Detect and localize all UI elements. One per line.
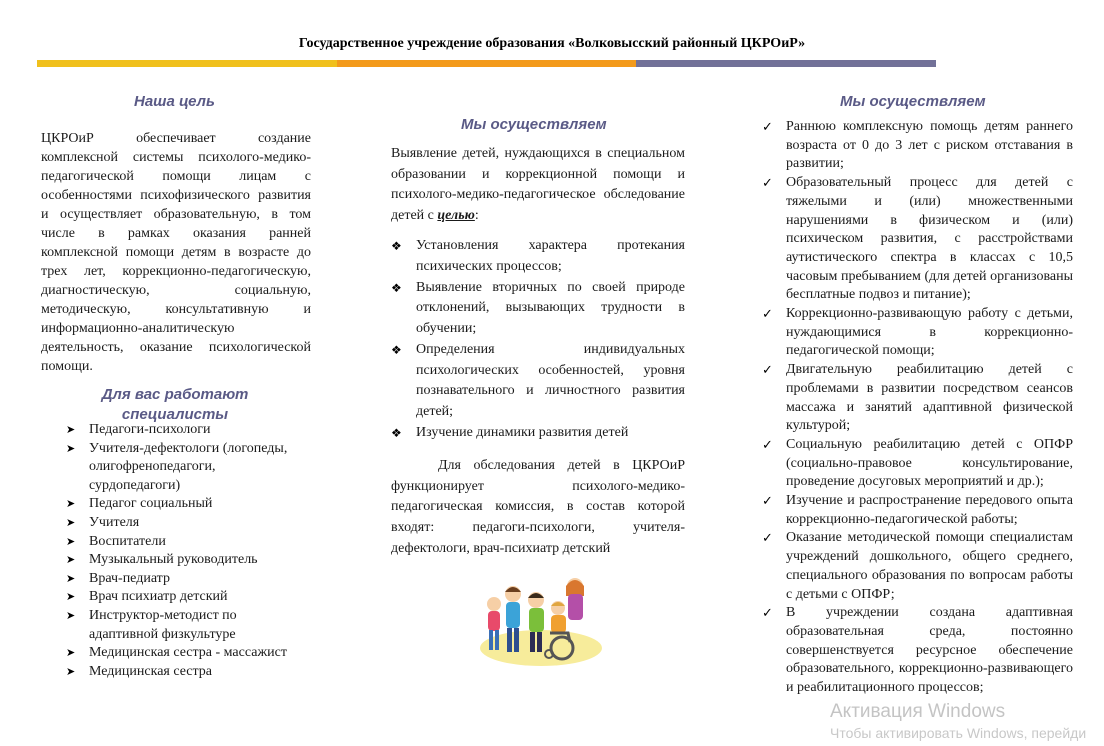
header-bar-purple <box>636 60 936 67</box>
goal-item: ❖ Определения индивидуальных психологических особенностей, уровня познавательного и личностного развития детей; <box>391 340 685 422</box>
activity-item: ✓ Раннюю комплексную помощь детям раннего возраста от 0 до 3 лет с риском отставания в развитии; <box>760 118 1073 174</box>
staff-item: ➤ Инструктор-методист по адаптивной физкультуре <box>66 607 302 644</box>
staff-item: ➤ Медицинская сестра <box>66 663 302 682</box>
windows-activation-hint: Чтобы активировать Windows, перейди <box>830 725 1087 741</box>
header-bar-yellow <box>37 60 337 67</box>
windows-activation-title: Активация Windows <box>830 701 1006 722</box>
page-title: Государственное учреждение образования «Волковысский районный ЦКРОиР» <box>298 36 806 51</box>
header-bar-orange <box>337 60 636 67</box>
intro-text: Выявление детей, нуждающихся в специальном образовании и коррекционной помощи и психолого-медико-педагогическое обследование детей с <box>391 146 685 223</box>
children-illustration <box>478 576 604 668</box>
activity-heading-center: Мы осуществляем <box>461 116 607 133</box>
staff-item: ➤ Врач-педиатр <box>66 570 302 589</box>
examination-intro <box>391 144 685 226</box>
staff-item: ➤ Музыкальный руководитель <box>66 551 302 570</box>
goal-item: ❖ Выявление вторичных по своей природе отклонений, вызывающих трудности в обучении; <box>391 278 685 340</box>
activity-list <box>760 118 1073 698</box>
staff-item: ➤ Учителя-дефектологи (логопеды, олигофренопедагоги, сурдопедагоги) <box>66 440 302 496</box>
commission-paragraph: Для обследования детей в ЦКРОиР функционирует психолого-медико-педагогическая комиссия, в состав которой входят: педагоги-психологи, учителя-дефектологи, врач-психиатр детский <box>391 458 685 556</box>
staff-item: ➤ Учителя <box>66 514 302 533</box>
staff-item: ➤ Воспитатели <box>66 533 302 552</box>
staff-item: ➤ Педагог социальный <box>66 495 302 514</box>
activity-item: ✓ Социальную реабилитацию детей с ОПФР (социально-правовое консультирование, проведение досуговых мероприятий и др.); <box>760 436 1073 492</box>
activity-item: ✓ Образовательный процесс для детей с тяжелыми и (или) множественными нарушениями в физическом и (или) психическом развития, с расстройствами аутистического спектра в классах с 10,5 часовым пребыванием (для детей организованы бесплатные подвоз и питание); <box>760 174 1073 305</box>
activity-item: ✓ Оказание методической помощи специалистам учреждений дошкольного, общего среднего, специального образования по вопросам работы с детьми с ОПФР; <box>760 529 1073 604</box>
staff-heading: Для вас работают специалисты <box>101 386 249 423</box>
goal-list <box>391 236 685 444</box>
activity-heading-right: Мы осуществляем <box>840 93 986 110</box>
staff-item: ➤ Медицинская сестра - массажист <box>66 644 302 663</box>
staff-list <box>66 421 302 681</box>
activity-item: ✓ Двигательную реабилитацию детей с проблемами в развитии посредством сеансов массажа и занятий адаптивной физической культурой; <box>760 361 1073 436</box>
staff-item: ➤ Врач психиатр детский <box>66 588 302 607</box>
activity-item: ✓ В учреждении создана адаптивная образовательная среда, постоянно совершенствуется ресурсное обеспечение образовательного, коррекционно-развивающего и реабилитационного процессов; <box>760 604 1073 698</box>
activity-item: ✓ Изучение и распространение передового опыта коррекционно-педагогической работы; <box>760 492 1073 529</box>
goal-item: ❖ Изучение динамики развития детей <box>391 423 685 444</box>
intro-emphasis: целью <box>437 207 475 223</box>
intro-end: : <box>474 207 479 223</box>
goal-paragraph: ЦКРОиР обеспечивает создание комплексной системы психолого-медико-педагогической помощи лицам с особенностями психофизического развития и осуществляет образовательную, в том числе в рамках оказания ранней комплексной помощи детям в возрасте до трех лет, коррекционно-педагогическую, диагностическую, социальную, методическую, консультативную и информационно-аналитическую деятельность, оказание психологической помощи. <box>41 131 311 374</box>
goal-heading: Наша цель <box>134 93 215 110</box>
staff-item: ➤ Педагоги-психологи <box>66 421 302 440</box>
activity-item: ✓ Коррекционно-развивающую работу с детьми, нуждающимися в коррекционно- педагогической помощи; <box>760 305 1073 361</box>
goal-item: ❖ Установления характера протекания психических процессов; <box>391 236 685 277</box>
